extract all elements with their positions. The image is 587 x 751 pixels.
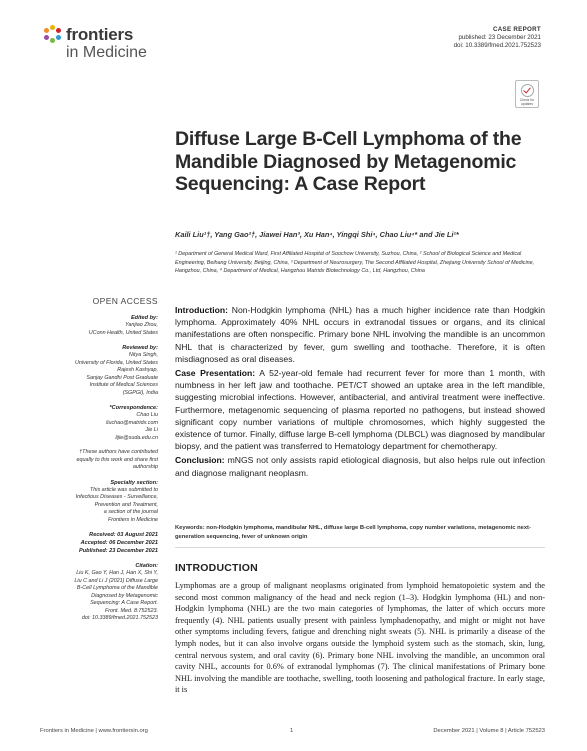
correspondent-email-link[interactable]: lijie@suda.edu.cn	[115, 434, 158, 441]
check-icon	[521, 84, 534, 97]
article-info-sidebar	[40, 296, 158, 630]
abstract-section-label: Case Presentation:	[175, 368, 256, 379]
abstract-case-presentation	[175, 367, 545, 452]
abstract-section-text: A 52-year-old female had recurrent fever for more than 1 month, with numbness in her left jaw and toothache. PET/CT showed an uptake area in the left mandible, suggesting microbial infections. However, antibacterial, and antiviral treatment were ineffective. Furthermore, metagenomic sequencing of plasma reported no pathogens, but instead showed significant copy number variations of multiple chromosomes, which highly suggested the existence of tumor. Finally, diffuse large B-cell lymphoma (DLBCL) was diagnosed by mandibular biopsy, and the patient was transferred to Hematology department for chemotherapy.	[175, 368, 545, 452]
article-title: Diffuse Large B-Cell Lymphoma of the Mandible Diagnosed by Metagenomic Sequencing: A Case Report	[175, 128, 522, 195]
section-divider	[175, 547, 545, 548]
abstract-section-text: Non-Hodgkin lymphoma (NHL) has a much higher incidence rate than Hodgkin lymphoma. Approximately 40% NHL occurs in extranodal tissues or organs, and its clinical manifestations are often nonspecific. Primary bone NHL involving the mandible is an uncommon NHL that is characterized by fever, gum swelling and toothache. Therefore, it is often misdiagnosed as oral diseases.	[175, 305, 545, 364]
abstract-conclusion	[175, 454, 545, 478]
keywords: Keywords: non-Hodgkin lymphoma, mandibular NHL, diffuse large B-cell lymphoma, copy number variations, metagenomic next-generation sequencing, fever of unknown origin	[175, 525, 531, 540]
article-meta	[454, 26, 541, 50]
reviewed-by-heading: Reviewed by:	[122, 345, 158, 351]
received-date: Received: 03 August 2021	[89, 532, 158, 538]
editor-line: UConn Health, United States	[88, 329, 158, 336]
author-list: Kaili Liu¹†, Yang Gao²†, Jiawei Han³, Xu Han⁴, Yingqi Shi⁴, Chao Liu⁴* and Jie Li¹*	[175, 230, 459, 239]
check-for-updates-label: Check for updates	[519, 98, 535, 106]
reviewed-by-block	[40, 344, 158, 397]
edited-by-heading: Edited by:	[130, 315, 158, 321]
specialty-section-block	[40, 479, 158, 525]
citation-line: Liu C and Li J (2021) Diffuse Large	[74, 577, 158, 584]
abstract-section-label: Introduction:	[175, 305, 228, 315]
specialty-line: Frontiers in Medicine	[107, 516, 158, 523]
page-number: 1	[290, 728, 294, 734]
specialty-line: Prevention and Treatment,	[94, 501, 158, 508]
specialty-line: This article was submitted to	[89, 486, 158, 493]
abstract	[175, 304, 545, 481]
citation-line: Sequencing: A Case Report.	[90, 600, 158, 606]
editor-line: Yanjiao Zhou,	[125, 322, 158, 328]
citation-doi-link[interactable]: doi: 10.3389/fmed.2021.752523	[81, 615, 158, 621]
abstract-section-text: mNGS not only assists rapid etiological diagnosis, but also helps rule out infection and diagnose malignant neoplasm.	[175, 455, 546, 478]
reviewer-line: Rajesh Kashyap,	[117, 367, 158, 373]
reviewer-line: Institute of Medical Sciences	[89, 382, 158, 388]
journal-logo[interactable]	[44, 25, 194, 65]
check-for-updates-badge[interactable]	[515, 80, 539, 108]
abstract-section-label: Conclusion:	[175, 455, 225, 466]
correspondence-heading: *Correspondence:	[109, 405, 158, 411]
specialty-line: Infectious Diseases - Surveillance,	[75, 494, 158, 500]
equal-contribution-note	[40, 449, 158, 472]
accepted-date: Accepted: 06 December 2021	[80, 540, 158, 546]
published-date-sidebar: Published: 23 December 2021	[79, 548, 158, 554]
note-line: equally to this work and share first	[76, 456, 158, 463]
citation-line: B-Cell Lymphoma of the Mandible	[76, 585, 158, 591]
correspondent-email-link[interactable]: liuchao@matridx.com	[106, 419, 158, 426]
open-access-label: OPEN ACCESS	[92, 296, 158, 306]
footer-journal-link[interactable]: Frontiers in Medicine | www.frontiersin.org	[40, 728, 148, 734]
footer-article-info: December 2021 | Volume 8 | Article 752523	[433, 728, 545, 734]
article-type: CASE REPORT	[493, 26, 541, 33]
published-date: published: 23 December 2021	[458, 34, 541, 41]
introduction-body: Lymphomas are a group of malignant neoplasms originated from lymphoid hematopoietic system and the second most common malignancy of the head and neck region (1–3). Hodgkin lymphoma (HL) and non-Hodgkin lymphoma (NHL) are the two main categories of lymphomas, the latter of which occurs more frequently (4). NHL patients usually present with painless lymphadenopathy, and might or might not have other symptoms including fevers, fatigue and drenching night sweats (5). NHL is primarily a disease of the lymph nodes, but it can also involve organs outside the lymphoid system such as the stomach, skin, lung, central nervous system, and oral cavity (6). Primary bone NHL involving the mandible, an uncommon oral cavity NHL, accounts for 0.6% of extranodal lymphomas (7). The clinical manifestations of Primary bone NHL involving the mandible are toothache, swelling, tooth loosening and pathological fracture. In early stage, it is	[175, 581, 545, 695]
citation-block	[40, 562, 158, 623]
frontiers-logo-icon	[44, 25, 62, 43]
introduction-heading: INTRODUCTION	[175, 562, 258, 574]
reviewer-line: (SGPGI), India	[122, 389, 158, 396]
edited-by-block	[40, 314, 158, 337]
logo-wordmark: frontiers	[66, 25, 134, 44]
correspondent-name: Chao Liu	[136, 412, 158, 418]
citation-line: Liu K, Gao Y, Han J, Han X, Shi Y,	[76, 570, 158, 576]
correspondent-name: Jie Li	[145, 427, 158, 433]
doi[interactable]: doi: 10.3389/fmed.2021.752523	[453, 42, 541, 49]
specialty-line: a section of the journal	[103, 509, 158, 515]
logo-journal-name: in Medicine	[66, 44, 147, 61]
reviewer-line: Sanjay Gandhi Post Graduate	[86, 374, 158, 381]
citation-line: Diagnosed by Metagenomic	[91, 592, 158, 599]
citation-line: Front. Med. 8:752523.	[104, 607, 158, 614]
note-line: †These authors have contributed	[79, 449, 158, 455]
abstract-introduction	[175, 304, 545, 365]
affiliations: ¹ Department of General Medical Ward, First Affiliated Hospital of Soochow University, Suzhou, China, ² School of Biological Science and Medical Engineering, Beihang University, Beijing, China, ³ Department of Neurosurgery, The Second Affiliated Hospital, Zhejiang University School of Medicine, Hangzhou, China, ⁴ Department of Medical, Hangzhou Matridx Biotechnology Co., Ltd, Hangzhou, China	[175, 251, 535, 275]
correspondence-block	[40, 404, 158, 442]
note-line: authorship	[132, 464, 158, 470]
reviewer-line: Nitya Singh,	[128, 352, 158, 358]
citation-heading: Citation:	[135, 563, 158, 569]
dates-block	[40, 531, 158, 555]
reviewer-line: University of Florida, United States	[75, 359, 158, 366]
specialty-heading: Specialty section:	[110, 479, 158, 486]
